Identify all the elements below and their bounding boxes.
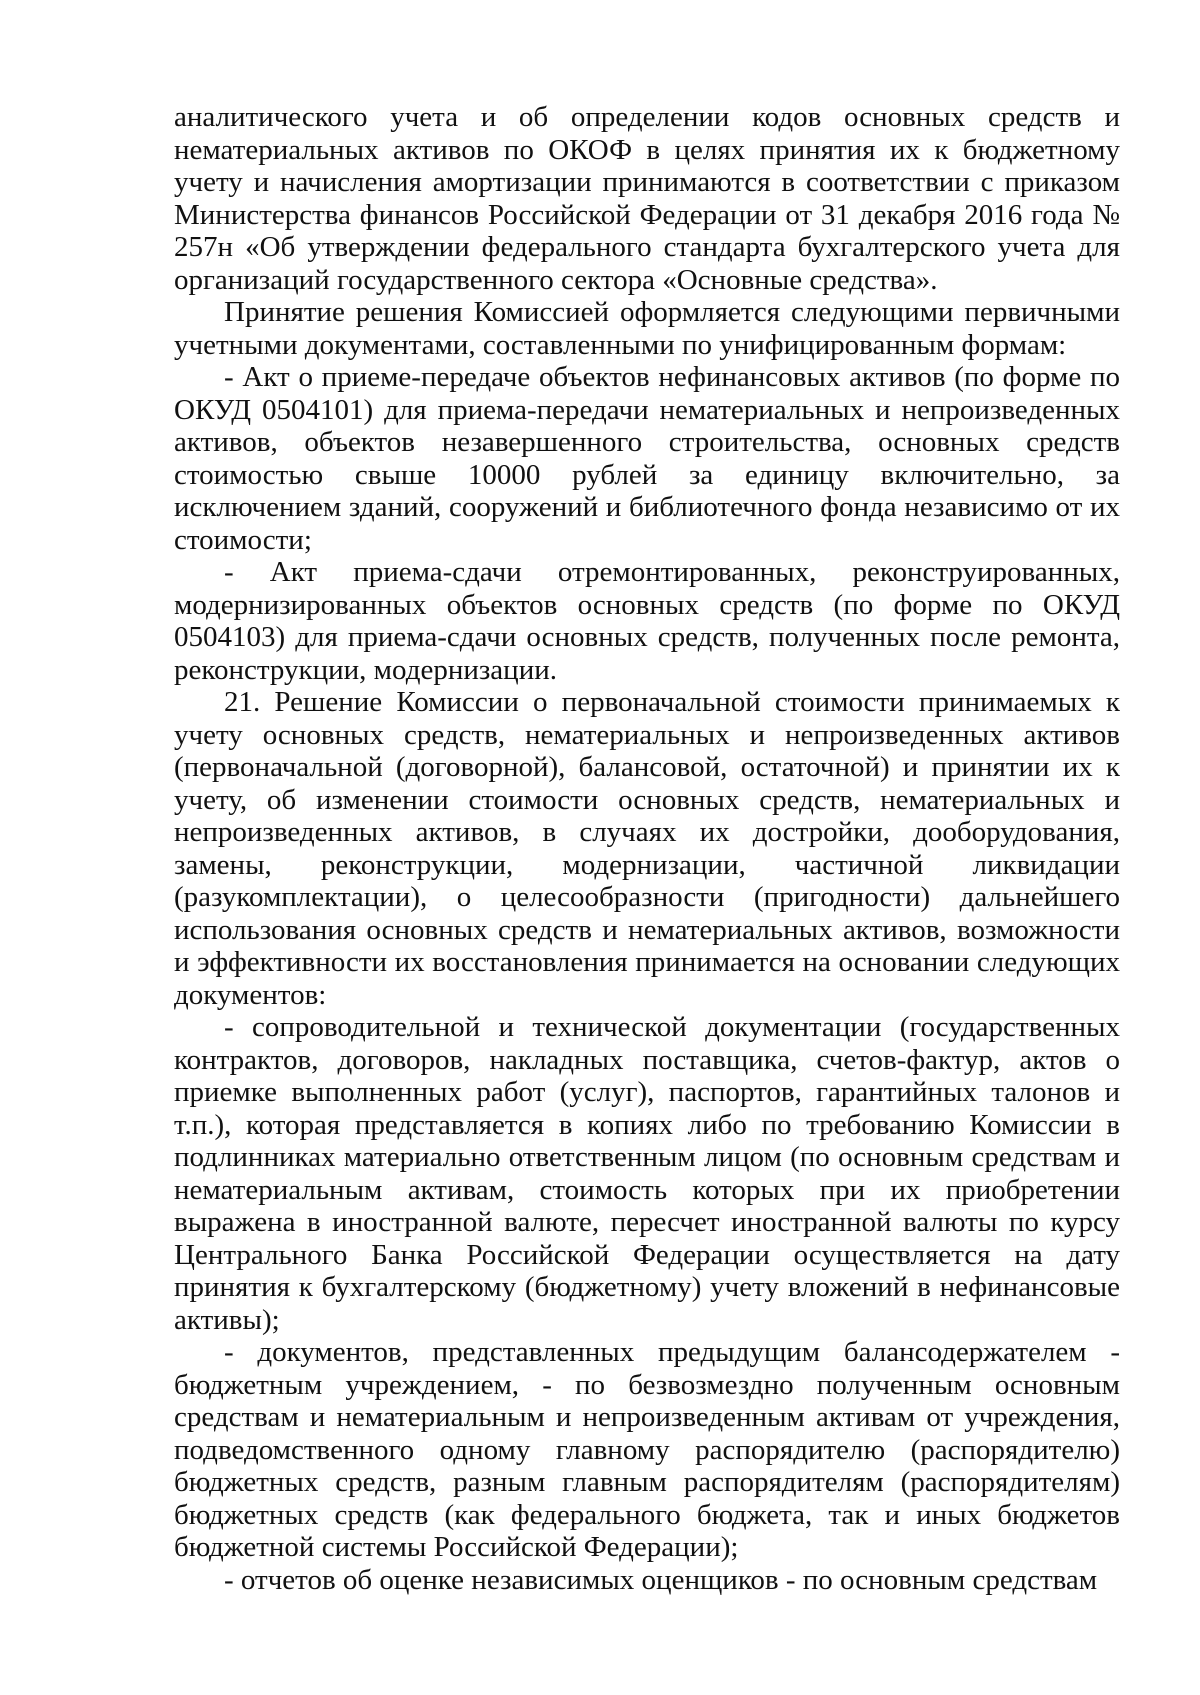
paragraph-1: аналитического учета и об определении кодов основных средств и нематериальных активов по ОКОФ в целях принятия их к бюджетному учету и начисления амортизации принимаются в соответствии с приказом Министерства финансов Российской Федерации от 31 декабря 2016 года № 257н «Об утверждении федерального стандарта бухгалтерского учета для организаций государственного сектора «Основные средства». (174, 101, 1120, 296)
paragraph-3: - Акт о приеме-передаче объектов нефинансовых активов (по форме по ОКУД 0504101) для приема-передачи нематериальных и непроизведенных активов, объектов незавершенного строительства, основных средств стоимостью свыше 10000 рублей за единицу включительно, за исключением зданий, сооружений и библиотечного фонда независимо от их стоимости; (174, 361, 1120, 556)
paragraph-8: - отчетов об оценке независимых оценщиков - по основным средствам (224, 1563, 1098, 1596)
document-body (174, 101, 1120, 1596)
paragraph-4: - Акт приема-сдачи отремонтированных, реконструированных, модернизированных объектов основных средств (по форме по ОКУД 0504103) для приема-сдачи основных средств, полученных после ремонта, реконструкции, модернизации. (174, 556, 1120, 686)
paragraph-2: Принятие решения Комиссией оформляется следующими первичными учетными документами, составленными по унифицированным формам: (174, 296, 1120, 361)
paragraph-6: - сопроводительной и технической документации (государственных контрактов, договоров, накладных поставщика, счетов-фактур, актов о приемке выполненных работ (услуг), паспортов, гарантийных талонов и т.п.), которая представляется в копиях либо по требованию Комиссии в подлинниках материально ответственным лицом (по основным средствам и нематериальным активам, стоимость которых при их приобретении выражена в иностранной валюте, пересчет иностранной валюты по курсу Центрального Банка Российской Федерации осуществляется на дату принятия к бухгалтерскому (бюджетному) учету вложений в нефинансовые активы); (174, 1011, 1120, 1336)
paragraph-5: 21. Решение Комиссии о первоначальной стоимости принимаемых к учету основных средств, нематериальных и непроизведенных активов (первоначальной (договорной), балансовой, остаточной) и принятии их к учету, об изменении стоимости основных средств, нематериальных и непроизведенных активов, в случаях их достройки, дооборудования, замены, реконструкции, модернизации, частичной ликвидации (разукомплектации), о целесообразности (пригодности) дальнейшего использования основных средств и нематериальных активов, возможности и эффективности их восстановления принимается на основании следующих документов: (174, 686, 1120, 1011)
paragraph-7: - документов, представленных предыдущим балансодержателем - бюджетным учреждением, - по безвозмездно полученным основным средствам и нематериальным и непроизведенным активам от учреждения, подведомственного одному главному распорядителю (распорядителю) бюджетных средств, разным главным распорядителям (распорядителям) бюджетных средств (как федерального бюджета, так и иных бюджетов бюджетной системы Российской Федерации); (174, 1336, 1120, 1563)
